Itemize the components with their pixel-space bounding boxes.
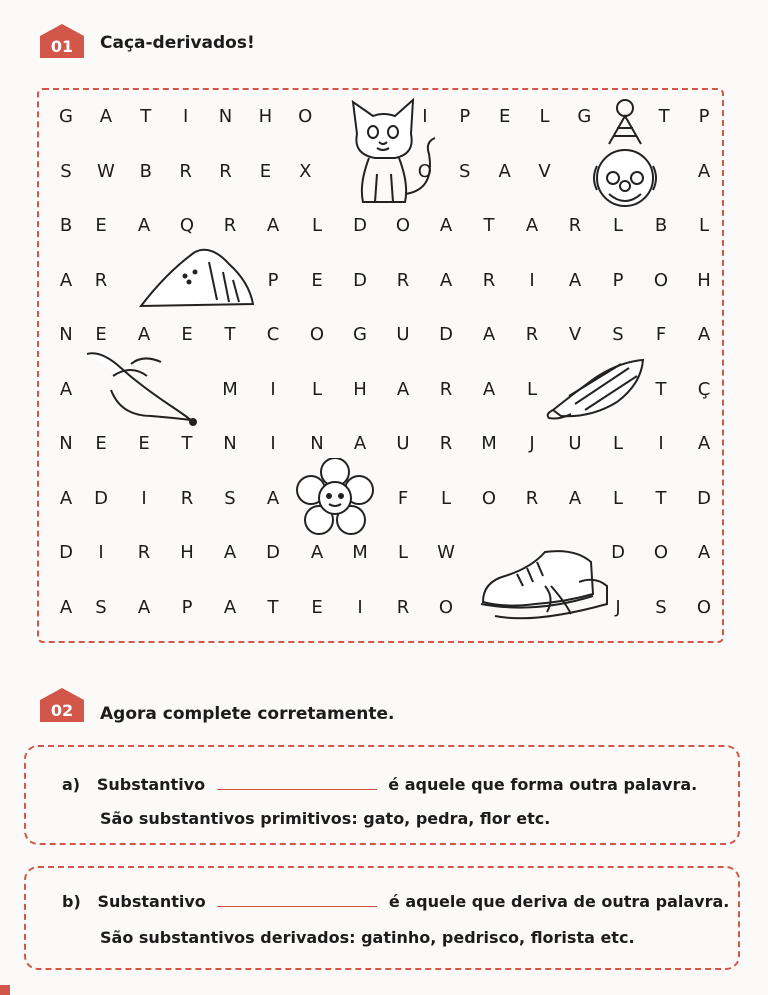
grid-letter: I: [529, 269, 535, 291]
grid-letter: R: [396, 269, 410, 291]
item-label: a): [62, 775, 81, 794]
grid-letter: I: [270, 378, 276, 400]
banana-icon: [81, 346, 201, 428]
grid-letter: S: [224, 487, 236, 509]
grid-letter: H: [180, 542, 194, 563]
grid-letter: L: [612, 215, 624, 236]
definition-start: Substantivo: [97, 892, 206, 911]
grid-letter: S: [612, 324, 624, 345]
grid-letter: P: [459, 106, 471, 127]
grid-letter: O: [481, 487, 497, 509]
grid-letter: S: [60, 160, 72, 182]
grid-letter: R: [568, 215, 582, 236]
flower-icon: [293, 458, 377, 540]
grid-letter: E: [311, 269, 323, 291]
definition-end: é aquele que deriva de outra palavra.: [388, 892, 730, 911]
grid-letter: G: [59, 106, 73, 127]
grid-letter: H: [258, 106, 273, 127]
grid-letter: T: [224, 324, 236, 345]
grid-letter: D: [611, 542, 625, 563]
grid-letter: T: [655, 487, 667, 509]
grid-letter: J: [615, 596, 621, 618]
grid-letter: O: [696, 596, 712, 618]
grid-letter: E: [498, 106, 511, 127]
examples-line: São substantivos derivados: gatinho, pedrisco, florista etc.: [100, 928, 635, 947]
definition-end: é aquele que forma outra palavra.: [388, 775, 698, 794]
grid-letter: L: [440, 487, 452, 509]
grid-letter: X: [299, 160, 312, 182]
grid-letter: A: [697, 324, 711, 345]
clown-icon: [591, 96, 663, 214]
grid-letter: O: [395, 215, 411, 236]
grid-letter: R: [219, 160, 232, 182]
grid-letter: E: [138, 433, 150, 454]
grid-letter: A: [353, 433, 367, 454]
grid-letter: V: [568, 324, 582, 345]
word-search-puzzle: [37, 88, 724, 643]
grid-letter: D: [94, 487, 108, 509]
grid-letter: R: [439, 433, 453, 454]
grid-letter: A: [59, 378, 73, 400]
grid-letter: A: [59, 487, 73, 509]
grid-letter: O: [309, 324, 325, 345]
grid-letter: C: [266, 324, 280, 345]
grid-letter: D: [353, 269, 367, 291]
grid-letter: M: [481, 433, 497, 454]
grid-letter: A: [439, 215, 453, 236]
grid-letter: R: [396, 596, 410, 618]
exercise-number: 01: [50, 37, 74, 56]
grid-letter: D: [353, 215, 367, 236]
grid-letter: W: [96, 160, 115, 182]
grid-letter: U: [396, 324, 410, 345]
grid-letter: P: [698, 106, 710, 127]
corn-icon: [545, 354, 649, 422]
grid-letter: T: [655, 378, 667, 400]
grid-letter: H: [353, 378, 367, 400]
grid-letter: G: [577, 106, 592, 127]
exercise-title: Caça-derivados!: [100, 33, 255, 53]
grid-letter: R: [525, 487, 539, 509]
definition-box-b: [24, 866, 740, 970]
grid-letter: Q: [179, 215, 195, 236]
grid-letter: E: [311, 596, 323, 618]
grid-letter: U: [396, 433, 410, 454]
grid-letter: L: [539, 106, 550, 127]
grid-letter: P: [267, 269, 279, 291]
grid-letter: W: [437, 542, 455, 563]
grid-letter: T: [658, 106, 670, 127]
definition-line: [62, 892, 729, 911]
shoe-icon: [475, 542, 615, 628]
cat-icon: [339, 94, 449, 206]
grid-letter: L: [612, 433, 624, 454]
grid-letter: J: [529, 433, 535, 454]
grid-letter: I: [658, 433, 664, 454]
grid-letter: E: [95, 433, 107, 454]
grid-letter: A: [697, 433, 711, 454]
grid-letter: S: [655, 596, 667, 618]
grid-letter: A: [525, 215, 539, 236]
grid-letter: O: [438, 596, 454, 618]
grid-letter: O: [653, 269, 669, 291]
definition-start: Substantivo: [96, 775, 206, 794]
grid-letter: T: [181, 433, 193, 454]
grid-letter: A: [223, 596, 237, 618]
grid-letter: N: [310, 433, 324, 454]
grid-letter: I: [422, 106, 428, 127]
grid-letter: L: [612, 487, 624, 509]
grid-letter: R: [525, 324, 539, 345]
grid-letter: I: [357, 596, 363, 618]
grid-letter: A: [137, 596, 151, 618]
grid-letter: M: [222, 378, 238, 400]
grid-letter: P: [181, 596, 193, 618]
grid-letter: B: [139, 160, 152, 182]
grid-letter: A: [59, 596, 73, 618]
grid-letter: B: [59, 215, 73, 236]
grid-letter: L: [397, 542, 409, 563]
grid-letter: P: [612, 269, 624, 291]
item-label: b): [62, 892, 81, 911]
grid-letter: A: [568, 487, 582, 509]
grid-letter: A: [137, 324, 151, 345]
grid-letter: E: [95, 324, 107, 345]
grid-letter: F: [397, 487, 409, 509]
answer-blank[interactable]: [217, 775, 377, 790]
grid-letter: L: [526, 378, 538, 400]
grid-letter: E: [181, 324, 193, 345]
exercise-title: Agora complete corretamente.: [100, 704, 395, 724]
grid-letter: T: [140, 106, 152, 127]
grid-letter: A: [697, 542, 711, 563]
exercise-number: 02: [50, 701, 74, 720]
grid-letter: N: [218, 106, 233, 127]
grid-letter: A: [223, 542, 237, 563]
grid-letter: N: [223, 433, 237, 454]
grid-letter: R: [482, 269, 496, 291]
grid-letter: A: [266, 215, 280, 236]
grid-letter: R: [180, 487, 194, 509]
grid-letter: I: [270, 433, 276, 454]
exercise-number-badge-2: [36, 686, 88, 724]
grid-letter: I: [98, 542, 104, 563]
grid-letter: R: [439, 378, 453, 400]
examples-line: São substantivos primitivos: gato, pedra, flor etc.: [100, 809, 551, 828]
grid-letter: M: [352, 542, 368, 563]
grid-letter: T: [483, 215, 495, 236]
grid-letter: A: [568, 269, 582, 291]
grid-letter: I: [182, 106, 189, 127]
grid-letter: N: [59, 433, 73, 454]
grid-letter: R: [179, 160, 192, 182]
grid-letter: L: [311, 215, 323, 236]
grid-letter: H: [697, 269, 711, 291]
exercise-number-badge-1: [36, 22, 88, 60]
grid-letter: E: [95, 215, 107, 236]
grid-letter: G: [353, 324, 367, 345]
grid-letter: A: [266, 487, 280, 509]
definition-line: [62, 775, 697, 794]
page-corner-mark: [0, 985, 10, 995]
grid-letter: A: [498, 160, 511, 182]
grid-letter: A: [137, 215, 151, 236]
grid-letter: V: [538, 160, 551, 182]
grid-letter: A: [396, 378, 410, 400]
grid-letter: D: [697, 487, 711, 509]
grid-letter: R: [223, 215, 237, 236]
grid-letter: A: [310, 542, 324, 563]
grid-letter: L: [698, 215, 710, 236]
grid-letter: A: [59, 269, 73, 291]
grid-letter: A: [482, 324, 496, 345]
grid-letter: O: [653, 542, 669, 563]
grid-letter: S: [459, 160, 471, 182]
answer-blank[interactable]: [217, 892, 377, 907]
grid-letter: A: [482, 378, 496, 400]
grid-letter: R: [137, 542, 151, 563]
grid-letter: F: [655, 324, 667, 345]
grid-letter: O: [298, 106, 313, 127]
grid-letter: T: [267, 596, 279, 618]
grid-letter: B: [654, 215, 668, 236]
grid-letter: I: [141, 487, 147, 509]
grid-letter: A: [697, 160, 711, 182]
grid-letter: L: [311, 378, 323, 400]
grid-letter: O: [417, 160, 432, 182]
rock-icon: [137, 242, 257, 312]
grid-letter: R: [94, 269, 108, 291]
grid-letter: A: [99, 106, 113, 127]
grid-letter: Ç: [697, 378, 711, 400]
grid-letter: U: [568, 433, 582, 454]
grid-letter: S: [95, 596, 107, 618]
grid-letter: D: [439, 324, 453, 345]
grid-letter: D: [59, 542, 73, 563]
grid-letter: D: [266, 542, 280, 563]
definition-box-a: [24, 745, 740, 845]
grid-letter: N: [59, 324, 73, 345]
grid-letter: E: [259, 160, 272, 182]
grid-letter: A: [439, 269, 453, 291]
